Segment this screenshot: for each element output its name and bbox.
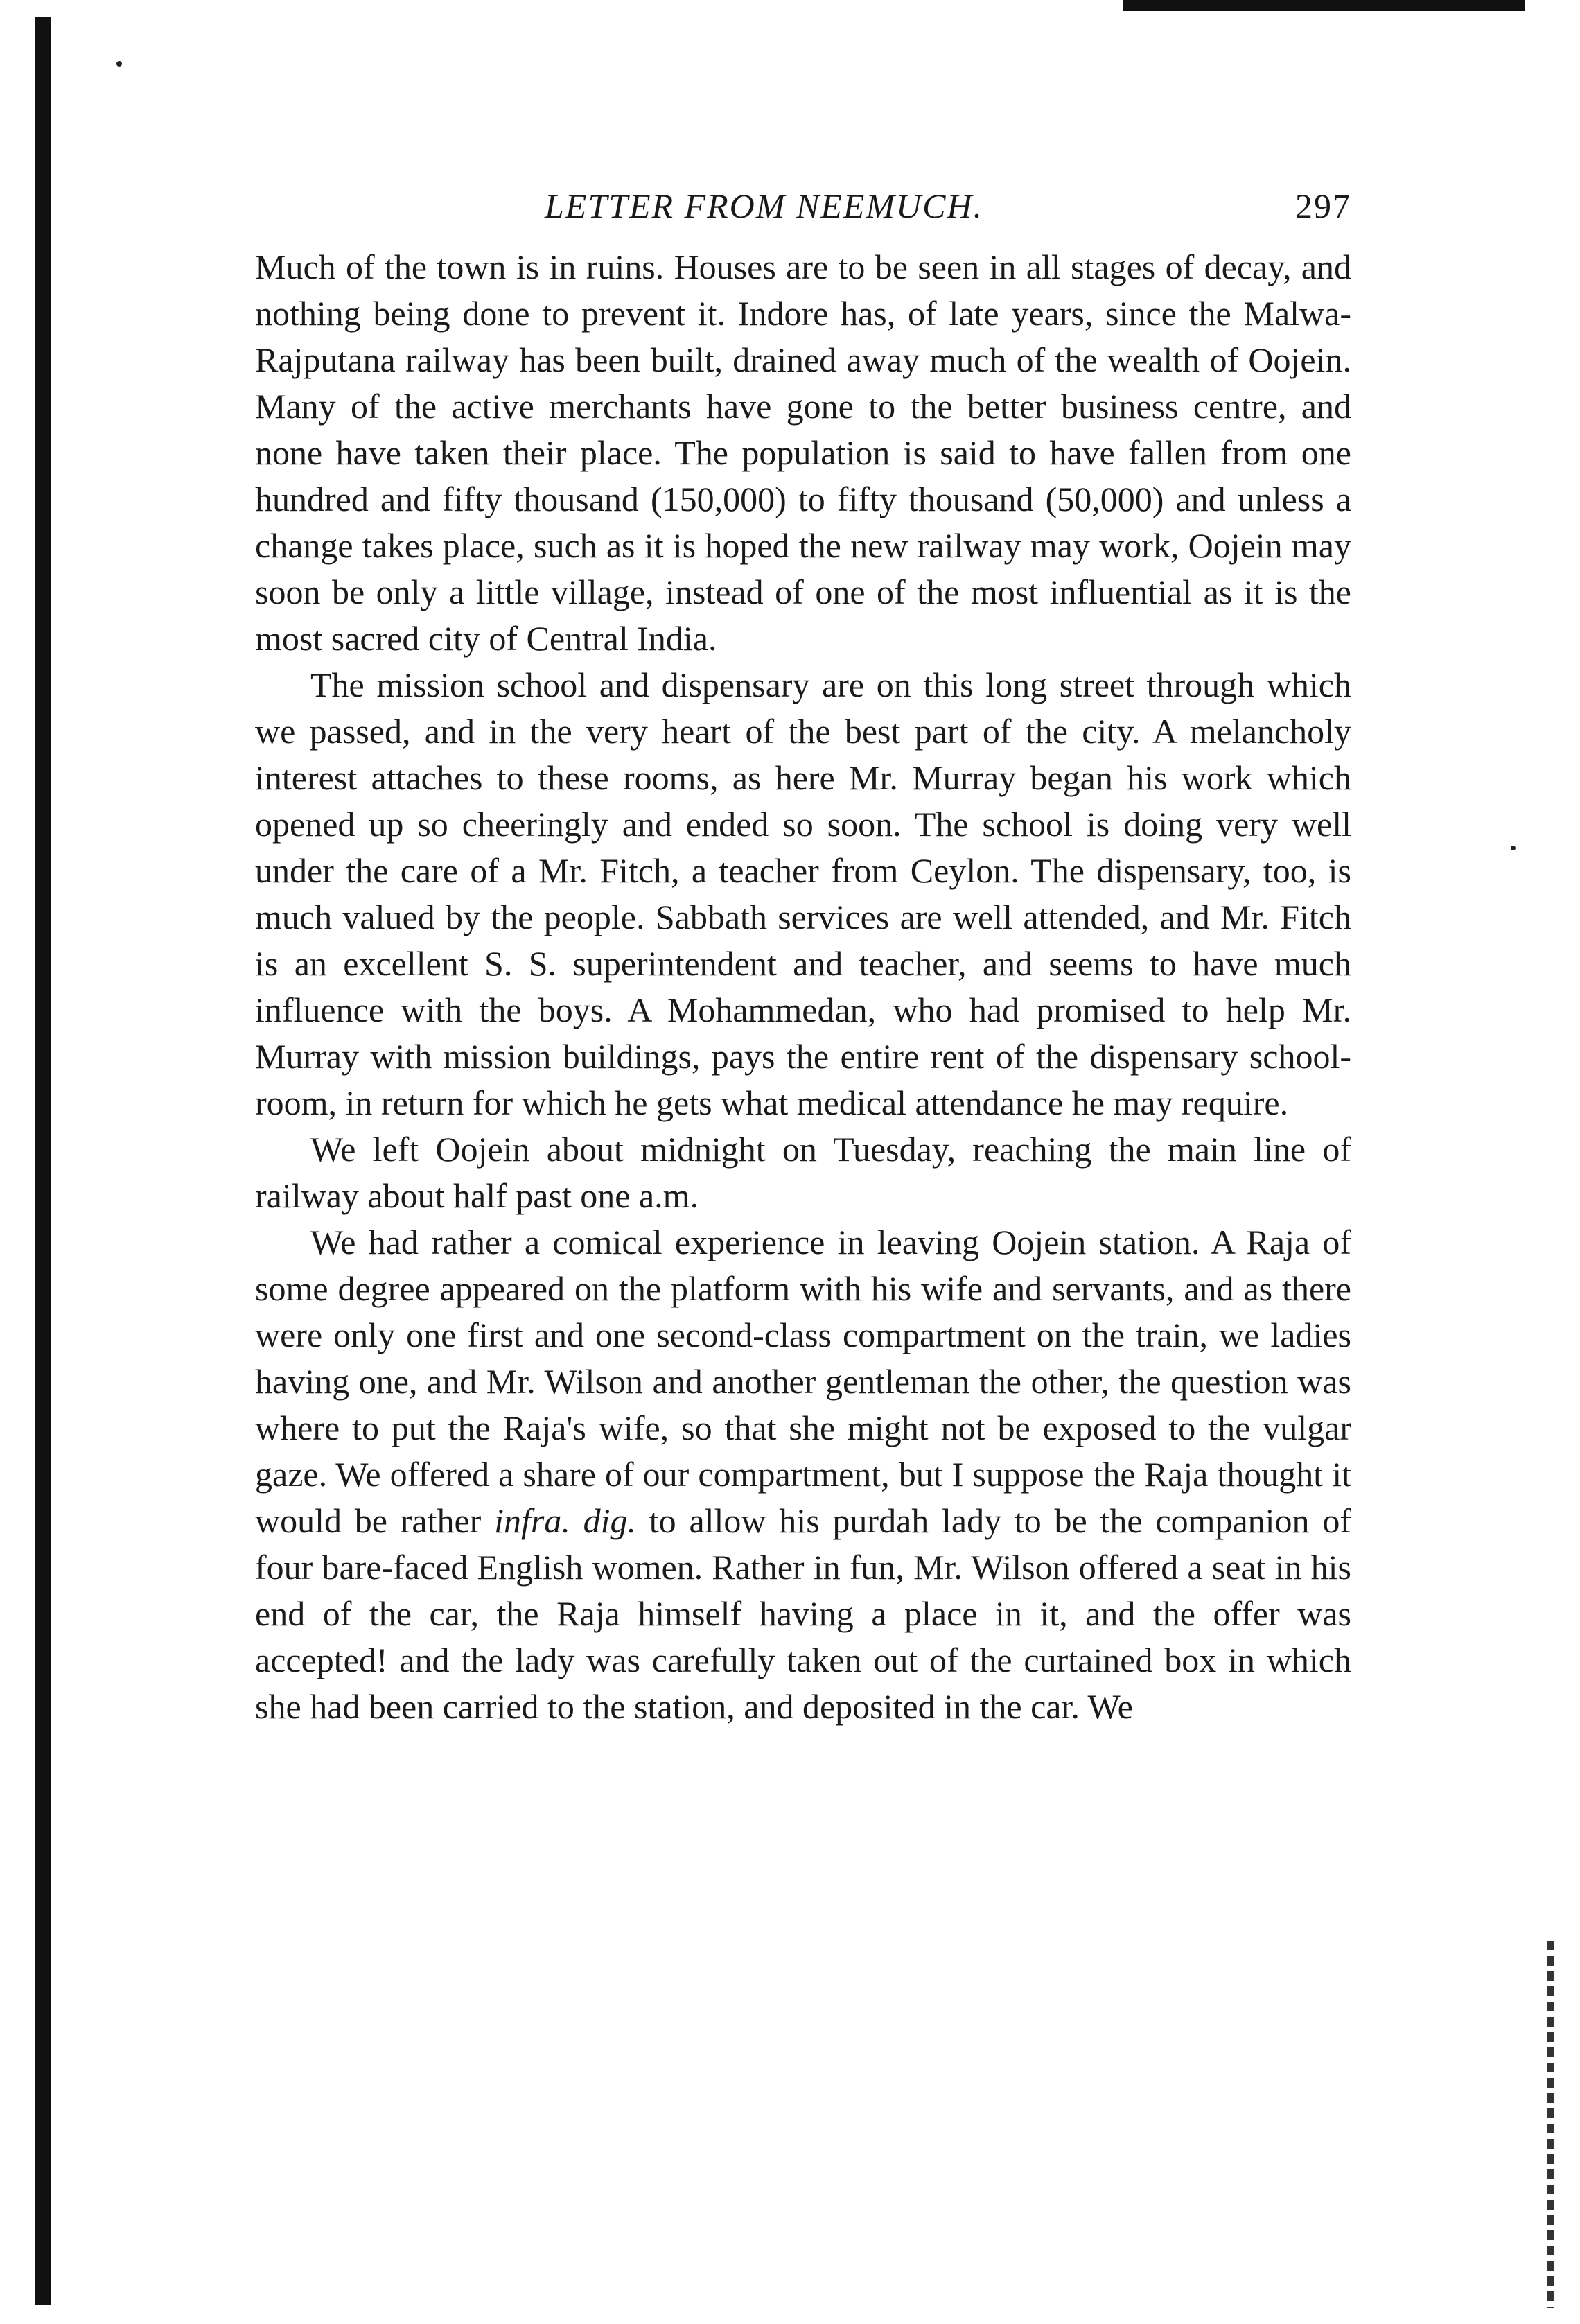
scan-speck	[116, 61, 122, 67]
paragraph-4-text-end: to allow his purdah lady to be the companion of four bare-faced English women. Rather in fun, Mr. Wilson offered a seat in his end of the car, the Raja himself having a place in it, and the offer was accepted! and the lady was carefully taken out of the curtained box in which she had been carried to the station, and deposited in the car. We	[255, 1501, 1351, 1726]
paragraph-4-text-start: We had rather a comical experience in leaving Oojein station. A Raja of some degree appeared on the platform with his wife and servants, and as there were only one first and one second-class compartment on the train, we ladies having one, and Mr. Wilson and another gentleman the other, the question was where to put the Raja's wife, so that she might not be exposed to the vulgar gaze. We offered a share of our compartment, but I suppose the Raja thought it would be rather	[255, 1223, 1351, 1540]
paragraph-4	[255, 1219, 1351, 1730]
scan-edge-shadow-top	[1123, 0, 1525, 11]
scan-edge-noise-right	[1547, 1941, 1554, 2308]
scan-speck	[1511, 846, 1516, 850]
scan-edge-shadow-left	[35, 17, 51, 2305]
running-title: LETTER FROM NEEMUCH.	[545, 186, 984, 225]
paragraph-2: The mission school and dispensary are on this long street through which we passed, and in the very heart of the best part of the city. A melancholy interest attaches to these rooms, as here Mr. Murray began his work which opened up so cheeringly and ended so soon. The school is doing very well under the care of a Mr. Fitch, a teacher from Ceylon. The dispensary, too, is much valued by the people. Sabbath services are well attended, and Mr. Fitch is an excellent S. S. superintendent and teacher, and seems to have much influence with the boys. A Mohammedan, who had promised to help Mr. Murray with mission buildings, pays the entire rent of the dispensary school-room, in return for which he gets what medical attendance he may require.	[255, 665, 1351, 1122]
page-number: 297	[1295, 186, 1351, 225]
paragraph-1: Much of the town is in ruins. Houses are to be seen in all stages of decay, and nothing being done to prevent it. Indore has, of late years, since the Malwa-Rajputana railway has been built, drained away much of the wealth of Oojein. Many of the active merchants have gone to the better business centre, and none have taken their place. The population is said to have fallen from one hundred and fifty thousand (150,000) to fifty thousand (50,000) and unless a change takes place, such as it is hoped the new railway may work, Oojein may soon be only a little village, instead of one of the most influential as it is the most sacred city of Central India.	[255, 247, 1351, 658]
body-text	[255, 244, 1351, 1730]
running-head	[255, 186, 1351, 241]
paragraph-3: We left Oojein about midnight on Tuesday, reaching the main line of railway about half past one a.m.	[255, 1130, 1351, 1215]
latin-phrase: infra. dig.	[494, 1501, 636, 1540]
book-page	[255, 186, 1351, 1730]
